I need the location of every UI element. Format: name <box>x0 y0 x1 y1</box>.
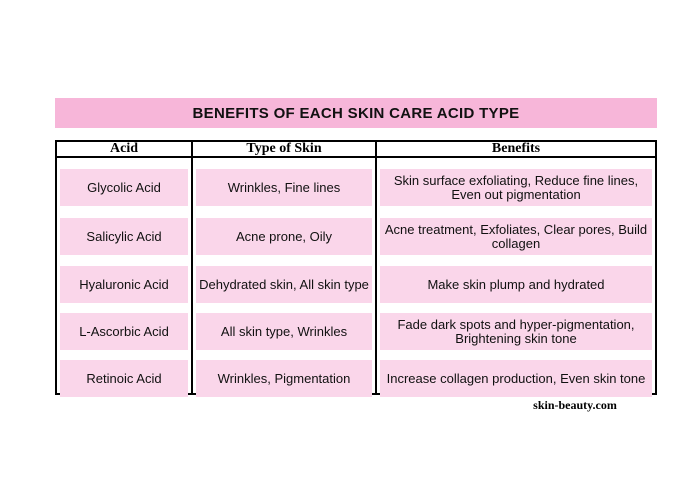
header-acid: Acid <box>110 141 138 156</box>
cell-skin-type: Acne prone, Oily <box>196 218 372 255</box>
table-header-row <box>57 142 655 158</box>
header-benefits: Benefits <box>491 141 541 156</box>
cell-acid: L-Ascorbic Acid <box>60 313 188 350</box>
cell-skin-type: Dehydrated skin, All skin type <box>196 266 372 303</box>
cell-acid: Hyaluronic Acid <box>60 266 188 303</box>
cell-acid: Retinoic Acid <box>60 360 188 397</box>
cell-acid: Glycolic Acid <box>60 169 188 206</box>
title-banner <box>55 98 657 128</box>
cell-benefits: Make skin plump and hydrated <box>380 266 652 303</box>
cell-skin-type: Wrinkles, Pigmentation <box>196 360 372 397</box>
cell-acid: Salicylic Acid <box>60 218 188 255</box>
site-credit: skin-beauty.com <box>533 398 617 412</box>
header-skin-type: Type of Skin <box>246 141 322 156</box>
acid-table <box>55 140 657 395</box>
cell-benefits: Fade dark spots and hyper-pigmentation, Brightening skin tone <box>380 313 652 350</box>
cell-skin-type: All skin type, Wrinkles <box>196 313 372 350</box>
page-title: BENEFITS OF EACH SKIN CARE ACID TYPE <box>192 104 520 122</box>
column-divider <box>375 142 377 393</box>
cell-benefits: Skin surface exfoliating, Reduce fine lines, Even out pigmentation <box>380 169 652 206</box>
column-divider <box>191 142 193 393</box>
cell-benefits: Increase collagen production, Even skin tone <box>380 360 652 397</box>
cell-skin-type: Wrinkles, Fine lines <box>196 169 372 206</box>
cell-benefits: Acne treatment, Exfoliates, Clear pores, Build collagen <box>380 218 652 255</box>
